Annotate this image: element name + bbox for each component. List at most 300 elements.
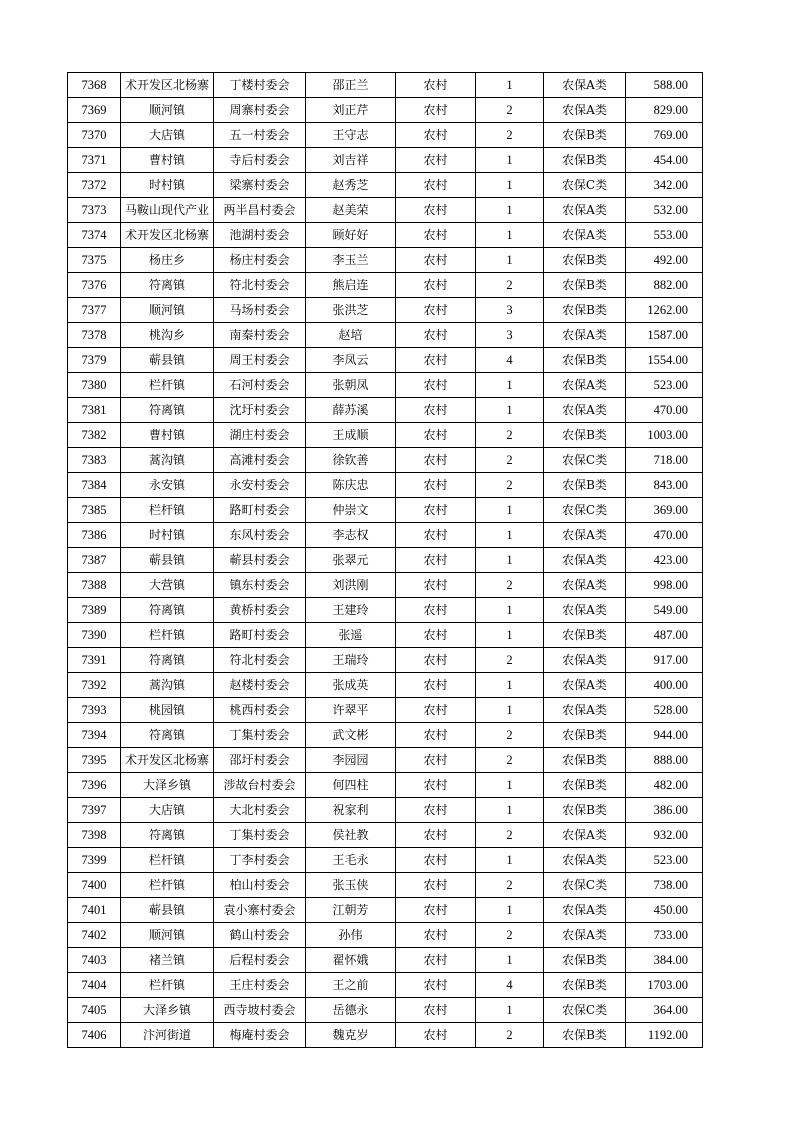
insurance-class-cell: 农保A类 [544, 673, 626, 698]
amount-cell: 423.00 [626, 548, 703, 573]
amount-cell: 932.00 [626, 823, 703, 848]
table-row [68, 998, 703, 1023]
village-committee-cell: 柏山村委会 [214, 873, 306, 898]
village-committee-cell: 镇东村委会 [214, 573, 306, 598]
household-count-cell: 1 [476, 373, 544, 398]
amount-cell: 1192.00 [626, 1023, 703, 1048]
village-committee-cell: 寺后村委会 [214, 148, 306, 173]
village-committee-cell: 马场村委会 [214, 298, 306, 323]
insurance-class-cell: 农保B类 [544, 423, 626, 448]
area-type-cell: 农村 [396, 948, 476, 973]
town-cell: 杨庄乡 [121, 248, 214, 273]
village-committee-cell: 沈圩村委会 [214, 398, 306, 423]
row-id-cell: 7396 [68, 773, 121, 798]
person-name-cell: 张朝凤 [306, 373, 396, 398]
person-name-cell: 李志权 [306, 523, 396, 548]
area-type-cell: 农村 [396, 373, 476, 398]
household-count-cell: 2 [476, 648, 544, 673]
table-row [68, 698, 703, 723]
village-committee-cell: 五一村委会 [214, 123, 306, 148]
insurance-class-cell: 农保B类 [544, 473, 626, 498]
table-row [68, 373, 703, 398]
amount-cell: 482.00 [626, 773, 703, 798]
person-name-cell: 翟怀娥 [306, 948, 396, 973]
insurance-class-cell: 农保C类 [544, 998, 626, 1023]
town-cell: 蕲县镇 [121, 348, 214, 373]
insurance-class-cell: 农保A类 [544, 73, 626, 98]
area-type-cell: 农村 [396, 198, 476, 223]
insurance-class-cell: 农保A类 [544, 398, 626, 423]
household-count-cell: 1 [476, 898, 544, 923]
area-type-cell: 农村 [396, 898, 476, 923]
insurance-class-cell: 农保B类 [544, 248, 626, 273]
row-id-cell: 7405 [68, 998, 121, 1023]
table-row [68, 448, 703, 473]
table-row [68, 273, 703, 298]
person-name-cell: 赵秀芝 [306, 173, 396, 198]
town-cell: 永安镇 [121, 473, 214, 498]
row-id-cell: 7372 [68, 173, 121, 198]
table-row [68, 473, 703, 498]
area-type-cell: 农村 [396, 173, 476, 198]
row-id-cell: 7370 [68, 123, 121, 148]
person-name-cell: 刘洪刚 [306, 573, 396, 598]
amount-cell: 400.00 [626, 673, 703, 698]
amount-cell: 549.00 [626, 598, 703, 623]
person-name-cell: 张洪芝 [306, 298, 396, 323]
village-committee-cell: 池湖村委会 [214, 223, 306, 248]
household-count-cell: 2 [476, 923, 544, 948]
table-row [68, 848, 703, 873]
household-count-cell: 1 [476, 173, 544, 198]
row-id-cell: 7378 [68, 323, 121, 348]
area-type-cell: 农村 [396, 923, 476, 948]
area-type-cell: 农村 [396, 723, 476, 748]
village-committee-cell: 杨庄村委会 [214, 248, 306, 273]
area-type-cell: 农村 [396, 873, 476, 898]
village-committee-cell: 丁集村委会 [214, 723, 306, 748]
insurance-class-cell: 农保C类 [544, 173, 626, 198]
amount-cell: 944.00 [626, 723, 703, 748]
area-type-cell: 农村 [396, 73, 476, 98]
table-row [68, 923, 703, 948]
household-count-cell: 1 [476, 998, 544, 1023]
area-type-cell: 农村 [396, 498, 476, 523]
insurance-class-cell: 农保B类 [544, 348, 626, 373]
table-row [68, 1023, 703, 1048]
village-committee-cell: 湖庄村委会 [214, 423, 306, 448]
area-type-cell: 农村 [396, 473, 476, 498]
table-row [68, 548, 703, 573]
person-name-cell: 赵培 [306, 323, 396, 348]
person-name-cell: 张翠元 [306, 548, 396, 573]
row-id-cell: 7383 [68, 448, 121, 473]
town-cell: 符离镇 [121, 398, 214, 423]
area-type-cell: 农村 [396, 798, 476, 823]
table-row [68, 623, 703, 648]
row-id-cell: 7377 [68, 298, 121, 323]
household-count-cell: 1 [476, 248, 544, 273]
amount-cell: 492.00 [626, 248, 703, 273]
insurance-class-cell: 农保A类 [544, 223, 626, 248]
town-cell: 汴河街道 [121, 1023, 214, 1048]
insurance-class-cell: 农保B类 [544, 623, 626, 648]
household-count-cell: 2 [476, 748, 544, 773]
village-committee-cell: 西寺坡村委会 [214, 998, 306, 1023]
row-id-cell: 7390 [68, 623, 121, 648]
household-count-cell: 1 [476, 598, 544, 623]
town-cell: 马鞍山现代产业 [121, 198, 214, 223]
person-name-cell: 刘正芹 [306, 98, 396, 123]
amount-cell: 738.00 [626, 873, 703, 898]
table-row [68, 948, 703, 973]
row-id-cell: 7379 [68, 348, 121, 373]
area-type-cell: 农村 [396, 523, 476, 548]
row-id-cell: 7373 [68, 198, 121, 223]
town-cell: 符离镇 [121, 598, 214, 623]
household-count-cell: 1 [476, 848, 544, 873]
row-id-cell: 7392 [68, 673, 121, 698]
area-type-cell: 农村 [396, 648, 476, 673]
row-id-cell: 7398 [68, 823, 121, 848]
household-count-cell: 1 [476, 148, 544, 173]
row-id-cell: 7376 [68, 273, 121, 298]
person-name-cell: 王毛永 [306, 848, 396, 873]
town-cell: 栏杆镇 [121, 973, 214, 998]
amount-cell: 369.00 [626, 498, 703, 523]
household-count-cell: 1 [476, 73, 544, 98]
village-committee-cell: 桃西村委会 [214, 698, 306, 723]
person-name-cell: 陈庆忠 [306, 473, 396, 498]
area-type-cell: 农村 [396, 673, 476, 698]
roster-table [67, 72, 703, 1048]
row-id-cell: 7400 [68, 873, 121, 898]
town-cell: 顺河镇 [121, 298, 214, 323]
area-type-cell: 农村 [396, 998, 476, 1023]
table-row [68, 573, 703, 598]
household-count-cell: 2 [476, 823, 544, 848]
village-committee-cell: 袁小寨村委会 [214, 898, 306, 923]
row-id-cell: 7399 [68, 848, 121, 873]
insurance-class-cell: 农保B类 [544, 723, 626, 748]
area-type-cell: 农村 [396, 423, 476, 448]
household-count-cell: 1 [476, 498, 544, 523]
amount-cell: 769.00 [626, 123, 703, 148]
insurance-class-cell: 农保C类 [544, 873, 626, 898]
person-name-cell: 赵美荣 [306, 198, 396, 223]
person-name-cell: 薛苏溪 [306, 398, 396, 423]
insurance-class-cell: 农保A类 [544, 598, 626, 623]
household-count-cell: 1 [476, 673, 544, 698]
person-name-cell: 徐钦善 [306, 448, 396, 473]
amount-cell: 843.00 [626, 473, 703, 498]
row-id-cell: 7385 [68, 498, 121, 523]
insurance-class-cell: 农保B类 [544, 148, 626, 173]
person-name-cell: 许翠平 [306, 698, 396, 723]
amount-cell: 386.00 [626, 798, 703, 823]
insurance-class-cell: 农保A类 [544, 98, 626, 123]
household-count-cell: 1 [476, 798, 544, 823]
row-id-cell: 7374 [68, 223, 121, 248]
amount-cell: 342.00 [626, 173, 703, 198]
row-id-cell: 7406 [68, 1023, 121, 1048]
village-committee-cell: 高滩村委会 [214, 448, 306, 473]
person-name-cell: 孙伟 [306, 923, 396, 948]
area-type-cell: 农村 [396, 98, 476, 123]
town-cell: 顺河镇 [121, 98, 214, 123]
town-cell: 曹村镇 [121, 148, 214, 173]
insurance-class-cell: 农保B类 [544, 273, 626, 298]
row-id-cell: 7371 [68, 148, 121, 173]
area-type-cell: 农村 [396, 148, 476, 173]
row-id-cell: 7387 [68, 548, 121, 573]
town-cell: 时村镇 [121, 173, 214, 198]
row-id-cell: 7368 [68, 73, 121, 98]
household-count-cell: 4 [476, 348, 544, 373]
town-cell: 大营镇 [121, 573, 214, 598]
household-count-cell: 3 [476, 323, 544, 348]
village-committee-cell: 路町村委会 [214, 498, 306, 523]
row-id-cell: 7391 [68, 648, 121, 673]
village-committee-cell: 蕲县村委会 [214, 548, 306, 573]
amount-cell: 1262.00 [626, 298, 703, 323]
village-committee-cell: 黄桥村委会 [214, 598, 306, 623]
household-count-cell: 2 [476, 473, 544, 498]
town-cell: 蕲县镇 [121, 548, 214, 573]
household-count-cell: 2 [476, 873, 544, 898]
row-id-cell: 7375 [68, 248, 121, 273]
person-name-cell: 何四柱 [306, 773, 396, 798]
household-count-cell: 3 [476, 298, 544, 323]
village-committee-cell: 东风村委会 [214, 523, 306, 548]
village-committee-cell: 符北村委会 [214, 648, 306, 673]
household-count-cell: 1 [476, 398, 544, 423]
table-row [68, 973, 703, 998]
amount-cell: 553.00 [626, 223, 703, 248]
household-count-cell: 1 [476, 948, 544, 973]
household-count-cell: 2 [476, 423, 544, 448]
person-name-cell: 熊启连 [306, 273, 396, 298]
area-type-cell: 农村 [396, 598, 476, 623]
town-cell: 曹村镇 [121, 423, 214, 448]
household-count-cell: 1 [476, 548, 544, 573]
amount-cell: 523.00 [626, 848, 703, 873]
insurance-class-cell: 农保A类 [544, 823, 626, 848]
insurance-class-cell: 农保A类 [544, 323, 626, 348]
town-cell: 术开发区北杨寨 [121, 748, 214, 773]
table-row [68, 223, 703, 248]
area-type-cell: 农村 [396, 973, 476, 998]
area-type-cell: 农村 [396, 248, 476, 273]
person-name-cell: 顾好好 [306, 223, 396, 248]
village-committee-cell: 南秦村委会 [214, 323, 306, 348]
amount-cell: 588.00 [626, 73, 703, 98]
town-cell: 栏杆镇 [121, 848, 214, 873]
area-type-cell: 农村 [396, 623, 476, 648]
household-count-cell: 2 [476, 1023, 544, 1048]
table-row [68, 248, 703, 273]
person-name-cell: 仲崇文 [306, 498, 396, 523]
insurance-class-cell: 农保A类 [544, 923, 626, 948]
household-count-cell: 2 [476, 573, 544, 598]
household-count-cell: 1 [476, 773, 544, 798]
household-count-cell: 2 [476, 448, 544, 473]
roster-body [68, 73, 703, 1048]
village-committee-cell: 王庄村委会 [214, 973, 306, 998]
village-committee-cell: 后程村委会 [214, 948, 306, 973]
amount-cell: 1703.00 [626, 973, 703, 998]
village-committee-cell: 两半昌村委会 [214, 198, 306, 223]
household-count-cell: 1 [476, 698, 544, 723]
area-type-cell: 农村 [396, 348, 476, 373]
person-name-cell: 岳德永 [306, 998, 396, 1023]
table-row [68, 173, 703, 198]
town-cell: 蒿沟镇 [121, 673, 214, 698]
village-committee-cell: 丁集村委会 [214, 823, 306, 848]
row-id-cell: 7388 [68, 573, 121, 598]
household-count-cell: 2 [476, 273, 544, 298]
table-row [68, 723, 703, 748]
town-cell: 大店镇 [121, 798, 214, 823]
household-count-cell: 1 [476, 198, 544, 223]
household-count-cell: 4 [476, 973, 544, 998]
area-type-cell: 农村 [396, 848, 476, 873]
village-committee-cell: 鹤山村委会 [214, 923, 306, 948]
amount-cell: 1003.00 [626, 423, 703, 448]
row-id-cell: 7393 [68, 698, 121, 723]
village-committee-cell: 周王村委会 [214, 348, 306, 373]
amount-cell: 487.00 [626, 623, 703, 648]
village-committee-cell: 大北村委会 [214, 798, 306, 823]
town-cell: 术开发区北杨寨 [121, 223, 214, 248]
insurance-class-cell: 农保B类 [544, 298, 626, 323]
amount-cell: 523.00 [626, 373, 703, 398]
amount-cell: 998.00 [626, 573, 703, 598]
town-cell: 符离镇 [121, 823, 214, 848]
amount-cell: 450.00 [626, 898, 703, 923]
row-id-cell: 7395 [68, 748, 121, 773]
row-id-cell: 7394 [68, 723, 121, 748]
village-committee-cell: 符北村委会 [214, 273, 306, 298]
town-cell: 栏杆镇 [121, 373, 214, 398]
area-type-cell: 农村 [396, 823, 476, 848]
village-committee-cell: 梁寨村委会 [214, 173, 306, 198]
town-cell: 桃园镇 [121, 698, 214, 723]
insurance-class-cell: 农保A类 [544, 548, 626, 573]
insurance-class-cell: 农保B类 [544, 123, 626, 148]
town-cell: 符离镇 [121, 648, 214, 673]
table-row [68, 773, 703, 798]
table-row [68, 748, 703, 773]
insurance-class-cell: 农保A类 [544, 373, 626, 398]
insurance-class-cell: 农保B类 [544, 1023, 626, 1048]
town-cell: 顺河镇 [121, 923, 214, 948]
amount-cell: 718.00 [626, 448, 703, 473]
row-id-cell: 7384 [68, 473, 121, 498]
table-row [68, 348, 703, 373]
town-cell: 蒿沟镇 [121, 448, 214, 473]
row-id-cell: 7382 [68, 423, 121, 448]
person-name-cell: 张玉侠 [306, 873, 396, 898]
town-cell: 栏杆镇 [121, 623, 214, 648]
insurance-class-cell: 农保B类 [544, 748, 626, 773]
household-count-cell: 2 [476, 123, 544, 148]
amount-cell: 528.00 [626, 698, 703, 723]
insurance-class-cell: 农保C类 [544, 498, 626, 523]
person-name-cell: 李凤云 [306, 348, 396, 373]
person-name-cell: 魏克岁 [306, 1023, 396, 1048]
row-id-cell: 7404 [68, 973, 121, 998]
table-row [68, 148, 703, 173]
person-name-cell: 张成英 [306, 673, 396, 698]
person-name-cell: 侯社教 [306, 823, 396, 848]
town-cell: 时村镇 [121, 523, 214, 548]
table-row [68, 98, 703, 123]
insurance-class-cell: 农保A类 [544, 198, 626, 223]
town-cell: 蕲县镇 [121, 898, 214, 923]
person-name-cell: 李玉兰 [306, 248, 396, 273]
row-id-cell: 7389 [68, 598, 121, 623]
household-count-cell: 1 [476, 623, 544, 648]
insurance-class-cell: 农保A类 [544, 698, 626, 723]
person-name-cell: 王瑞玲 [306, 648, 396, 673]
table-row [68, 498, 703, 523]
person-name-cell: 王守志 [306, 123, 396, 148]
table-row [68, 673, 703, 698]
row-id-cell: 7402 [68, 923, 121, 948]
village-committee-cell: 周寨村委会 [214, 98, 306, 123]
amount-cell: 364.00 [626, 998, 703, 1023]
table-row [68, 123, 703, 148]
village-committee-cell: 涉故台村委会 [214, 773, 306, 798]
table-row [68, 198, 703, 223]
amount-cell: 829.00 [626, 98, 703, 123]
town-cell: 大泽乡镇 [121, 773, 214, 798]
row-id-cell: 7380 [68, 373, 121, 398]
row-id-cell: 7381 [68, 398, 121, 423]
household-count-cell: 2 [476, 723, 544, 748]
table-row [68, 73, 703, 98]
town-cell: 褚兰镇 [121, 948, 214, 973]
insurance-class-cell: 农保B类 [544, 773, 626, 798]
person-name-cell: 刘吉祥 [306, 148, 396, 173]
amount-cell: 470.00 [626, 398, 703, 423]
amount-cell: 1587.00 [626, 323, 703, 348]
area-type-cell: 农村 [396, 773, 476, 798]
insurance-class-cell: 农保A类 [544, 898, 626, 923]
person-name-cell: 李园园 [306, 748, 396, 773]
town-cell: 栏杆镇 [121, 873, 214, 898]
row-id-cell: 7386 [68, 523, 121, 548]
town-cell: 术开发区北杨寨 [121, 73, 214, 98]
amount-cell: 888.00 [626, 748, 703, 773]
village-committee-cell: 永安村委会 [214, 473, 306, 498]
village-committee-cell: 邵圩村委会 [214, 748, 306, 773]
amount-cell: 384.00 [626, 948, 703, 973]
village-committee-cell: 路町村委会 [214, 623, 306, 648]
area-type-cell: 农村 [396, 398, 476, 423]
amount-cell: 470.00 [626, 523, 703, 548]
row-id-cell: 7401 [68, 898, 121, 923]
amount-cell: 454.00 [626, 148, 703, 173]
village-committee-cell: 石河村委会 [214, 373, 306, 398]
town-cell: 桃沟乡 [121, 323, 214, 348]
insurance-class-cell: 农保A类 [544, 523, 626, 548]
amount-cell: 917.00 [626, 648, 703, 673]
person-name-cell: 武文彬 [306, 723, 396, 748]
insurance-class-cell: 农保A类 [544, 573, 626, 598]
table-row [68, 323, 703, 348]
